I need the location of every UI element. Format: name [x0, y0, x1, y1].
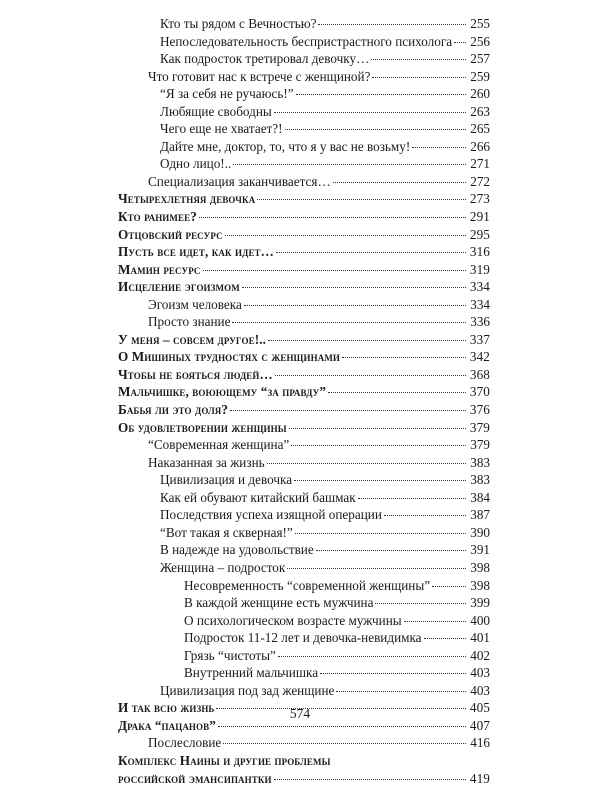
- toc-entry-page: 265: [470, 121, 490, 137]
- toc-entry-title: Эгоизм человека: [148, 296, 242, 312]
- page-number: 574: [289, 706, 311, 721]
- toc-entry-page: 398: [470, 577, 490, 593]
- dot-leader: [287, 567, 466, 569]
- toc-entry-page: 263: [470, 103, 490, 119]
- toc-chapter-entry: [118, 366, 490, 384]
- toc-section-entry: [118, 68, 490, 86]
- toc-section-entry: [118, 85, 490, 103]
- toc-entry-title: Бабья ли это доля?: [118, 402, 229, 418]
- toc-chapter-entry: [118, 419, 490, 437]
- toc-entry-title: “Я за себя не ручаюсь!”: [160, 86, 294, 102]
- toc-entry-title: Грязь “чистоты”: [184, 647, 276, 663]
- dot-leader: [291, 444, 466, 446]
- toc-entry-title: Непоследовательность беспристрастного психолога: [160, 33, 453, 49]
- dot-leader: [233, 163, 466, 165]
- toc-section-entry: [118, 664, 490, 682]
- toc-chapter-entry: [118, 208, 490, 226]
- dot-leader: [203, 269, 466, 271]
- toc-section-entry: [118, 647, 490, 665]
- toc-entry-title: Любящие свободны: [160, 103, 272, 119]
- toc-entry-title: Дайте мне, доктор, то, что я у вас не возьму!: [160, 138, 411, 154]
- toc-entry-title: О Мишиных трудностях с женщинами: [118, 349, 341, 365]
- toc-entry-title: Об удовлетворении женщины: [118, 419, 287, 435]
- toc-entry-page: 368: [469, 366, 490, 382]
- toc-entry-title: У меня – совсем другое!..: [118, 331, 267, 347]
- dot-leader: [242, 286, 466, 288]
- toc-entry-title: Отцовский ресурс: [118, 226, 223, 242]
- toc-entry-page: 405: [469, 700, 490, 716]
- toc-entry-title: Мамин ресурс: [118, 261, 201, 277]
- toc-chapter-entry: [118, 331, 490, 349]
- dot-leader: [318, 23, 466, 25]
- toc-entry-page: 400: [470, 612, 490, 628]
- toc-entry-page: 337: [469, 331, 490, 347]
- toc-entry-title: Кто ты рядом с Вечностью?: [160, 16, 317, 31]
- toc-entry-title: Внутренний мальчишка: [184, 665, 319, 681]
- toc-section-entry: [118, 138, 490, 156]
- dot-leader: [404, 620, 466, 622]
- toc-entry-title: Чего еще не хватает?!: [160, 121, 283, 137]
- toc-entry-page: 387: [470, 507, 490, 523]
- toc-entry-title: Как ей обувают китайский башмак: [160, 489, 356, 505]
- toc-entry-page: 391: [470, 542, 490, 558]
- toc-entry-title: Просто знание: [148, 314, 231, 330]
- toc-entry-title: “Вот такая я скверная!”: [160, 524, 293, 540]
- toc-entry-title: Драка “пацанов”: [118, 717, 216, 733]
- toc-entry-page: 399: [470, 595, 490, 611]
- toc-entry-page: 295: [469, 226, 490, 242]
- toc-entry-title: “Современная женщина”: [148, 437, 290, 453]
- toc-entry-page: 379: [470, 437, 490, 453]
- dot-leader: [358, 497, 466, 499]
- toc-entry-page: 266: [470, 138, 490, 154]
- toc-chapter-entry: [118, 190, 490, 208]
- toc-entry-page: 370: [469, 384, 490, 400]
- toc-entry-page: 336: [470, 314, 490, 330]
- toc-entry-title: Четырехлетняя девочка: [118, 191, 256, 207]
- toc-entry-title: Женщина – подросток: [160, 559, 286, 575]
- toc-chapter-entry: [118, 383, 490, 401]
- toc-section-entry: [118, 594, 490, 612]
- toc-section-entry: [118, 524, 490, 542]
- toc-entry-page: 383: [470, 454, 490, 470]
- dot-leader: [223, 742, 466, 744]
- toc-section-entry: [118, 15, 490, 33]
- toc-entry-page: 419: [469, 770, 490, 786]
- toc-entry-title: Цивилизация и девочка: [160, 472, 293, 488]
- dot-leader: [274, 778, 466, 780]
- toc-entry-page: 403: [470, 665, 490, 681]
- toc-section-entry: [118, 33, 490, 51]
- toc-entry-title: Специализация заканчивается…: [148, 173, 331, 189]
- dot-leader: [257, 198, 466, 200]
- dot-leader: [285, 128, 466, 130]
- toc-chapter-entry: [118, 770, 490, 787]
- dot-leader: [294, 479, 466, 481]
- dot-leader: [199, 216, 466, 218]
- toc-entry-page: 334: [469, 279, 490, 295]
- dot-leader: [232, 321, 466, 323]
- toc-section-entry: [118, 471, 490, 489]
- dot-leader: [278, 655, 466, 657]
- table-of-contents: [118, 15, 490, 787]
- toc-chapter-entry: [118, 243, 490, 261]
- toc-section-entry: [118, 629, 490, 647]
- toc-entry-title: Пусть все идет, как идет…: [118, 244, 274, 260]
- dot-leader: [276, 251, 466, 253]
- dot-leader: [295, 532, 466, 534]
- toc-entry-title: О психологическом возрасте мужчины: [184, 612, 402, 628]
- toc-section-entry: [118, 541, 490, 559]
- dot-leader: [328, 391, 466, 393]
- dot-leader: [375, 602, 466, 604]
- toc-section-entry: [118, 313, 490, 331]
- toc-entry-title: Кто ранимее?: [118, 209, 197, 225]
- dot-leader: [316, 549, 466, 551]
- toc-entry-page: 259: [470, 68, 490, 84]
- toc-chapter-entry: [118, 226, 490, 244]
- toc-entry-page: 384: [470, 489, 490, 505]
- toc-section-entry: [118, 682, 490, 700]
- toc-entry-page: 407: [469, 717, 490, 733]
- toc-section-entry: [118, 120, 490, 138]
- toc-entry-page: 271: [470, 156, 490, 172]
- toc-entry-page: 416: [470, 735, 490, 751]
- toc-entry-title: Несовременность “современной женщины”: [184, 577, 431, 593]
- toc-entry-title: российской эмансипантки: [118, 770, 272, 786]
- toc-entry-page: 334: [470, 296, 490, 312]
- toc-entry-page: 272: [470, 173, 490, 189]
- toc-entry-page: 260: [470, 86, 490, 102]
- dot-leader: [432, 585, 466, 587]
- dot-leader: [244, 304, 466, 306]
- toc-section-entry: [118, 103, 490, 121]
- toc-section-entry: [118, 577, 490, 595]
- toc-section-entry: [118, 454, 490, 472]
- dot-leader: [371, 58, 466, 60]
- toc-section-entry: [118, 436, 490, 454]
- dot-leader: [289, 427, 466, 429]
- dot-leader: [336, 690, 466, 692]
- toc-entry-page: 316: [469, 244, 490, 260]
- toc-entry-title: Что готовит нас к встрече с женщиной?: [148, 68, 371, 84]
- dot-leader: [274, 111, 466, 113]
- toc-entry-title: Комплекс Наины и другие проблемы: [118, 752, 331, 768]
- toc-entry-page: 291: [469, 209, 490, 225]
- toc-entry-page: 402: [470, 647, 490, 663]
- toc-entry-page: 273: [469, 191, 490, 207]
- toc-chapter-entry: [118, 261, 490, 279]
- dot-leader: [424, 637, 466, 639]
- toc-entry-page: 256: [470, 33, 490, 49]
- toc-section-entry: [118, 489, 490, 507]
- dot-leader: [412, 146, 466, 148]
- toc-entry-title: Цивилизация под зад женщине: [160, 682, 335, 698]
- toc-section-entry: [118, 173, 490, 191]
- toc-entry-title: Подросток 11-12 лет и девочка-невидимка: [184, 630, 422, 646]
- dot-leader: [454, 41, 466, 43]
- toc-chapter-entry: [118, 278, 490, 296]
- toc-entry-title: Последствия успеха изящной операции: [160, 507, 382, 523]
- dot-leader: [333, 181, 466, 183]
- dot-leader: [372, 76, 466, 78]
- toc-entry-page: 257: [470, 51, 490, 67]
- toc-entry-page: 401: [470, 630, 490, 646]
- toc-entry-title: В каждой женщине есть мужчина: [184, 595, 374, 611]
- dot-leader: [267, 462, 466, 464]
- toc-entry-page: 403: [470, 682, 490, 698]
- dot-leader: [296, 93, 466, 95]
- toc-entry-title: В надежде на удовольствие: [160, 542, 314, 558]
- toc-section-entry: [118, 296, 490, 314]
- dot-leader: [275, 374, 466, 376]
- toc-chapter-entry: [118, 752, 490, 770]
- toc-entry-title: И так всю жизнь: [118, 700, 215, 716]
- dot-leader: [218, 725, 466, 727]
- toc-chapter-entry: [118, 401, 490, 419]
- dot-leader: [225, 234, 466, 236]
- toc-entry-page: 398: [470, 559, 490, 575]
- toc-entry-page: 255: [470, 16, 490, 31]
- dot-leader: [268, 339, 466, 341]
- toc-chapter-entry: [118, 348, 490, 366]
- toc-section-entry: [118, 612, 490, 630]
- toc-entry-page: 319: [469, 261, 490, 277]
- toc-entry-title: Наказанная за жизнь: [148, 454, 265, 470]
- dot-leader: [230, 409, 466, 411]
- toc-section-entry: [118, 734, 490, 752]
- toc-section-entry: [118, 559, 490, 577]
- dot-leader: [342, 356, 466, 358]
- dot-leader: [384, 514, 466, 516]
- toc-entry-title: Мальчишке, воюющему “за правду”: [118, 384, 327, 400]
- toc-entry-page: 376: [469, 402, 490, 418]
- toc-entry-page: 390: [470, 524, 490, 540]
- toc-entry-title: Послесловие: [148, 735, 222, 751]
- toc-section-entry: [118, 155, 490, 173]
- toc-entry-title: Исцеление эгоизмом: [118, 279, 240, 295]
- toc-entry-title: Одно лицо!..: [160, 156, 232, 172]
- toc-entry-title: Как подросток третировал девочку…: [160, 51, 370, 67]
- toc-entry-page: 383: [470, 472, 490, 488]
- dot-leader: [320, 672, 466, 674]
- toc-entry-page: 379: [469, 419, 490, 435]
- toc-entry-page: 342: [469, 349, 490, 365]
- toc-entry-title: Чтобы не бояться людей…: [118, 366, 273, 382]
- toc-section-entry: [118, 50, 490, 68]
- toc-section-entry: [118, 506, 490, 524]
